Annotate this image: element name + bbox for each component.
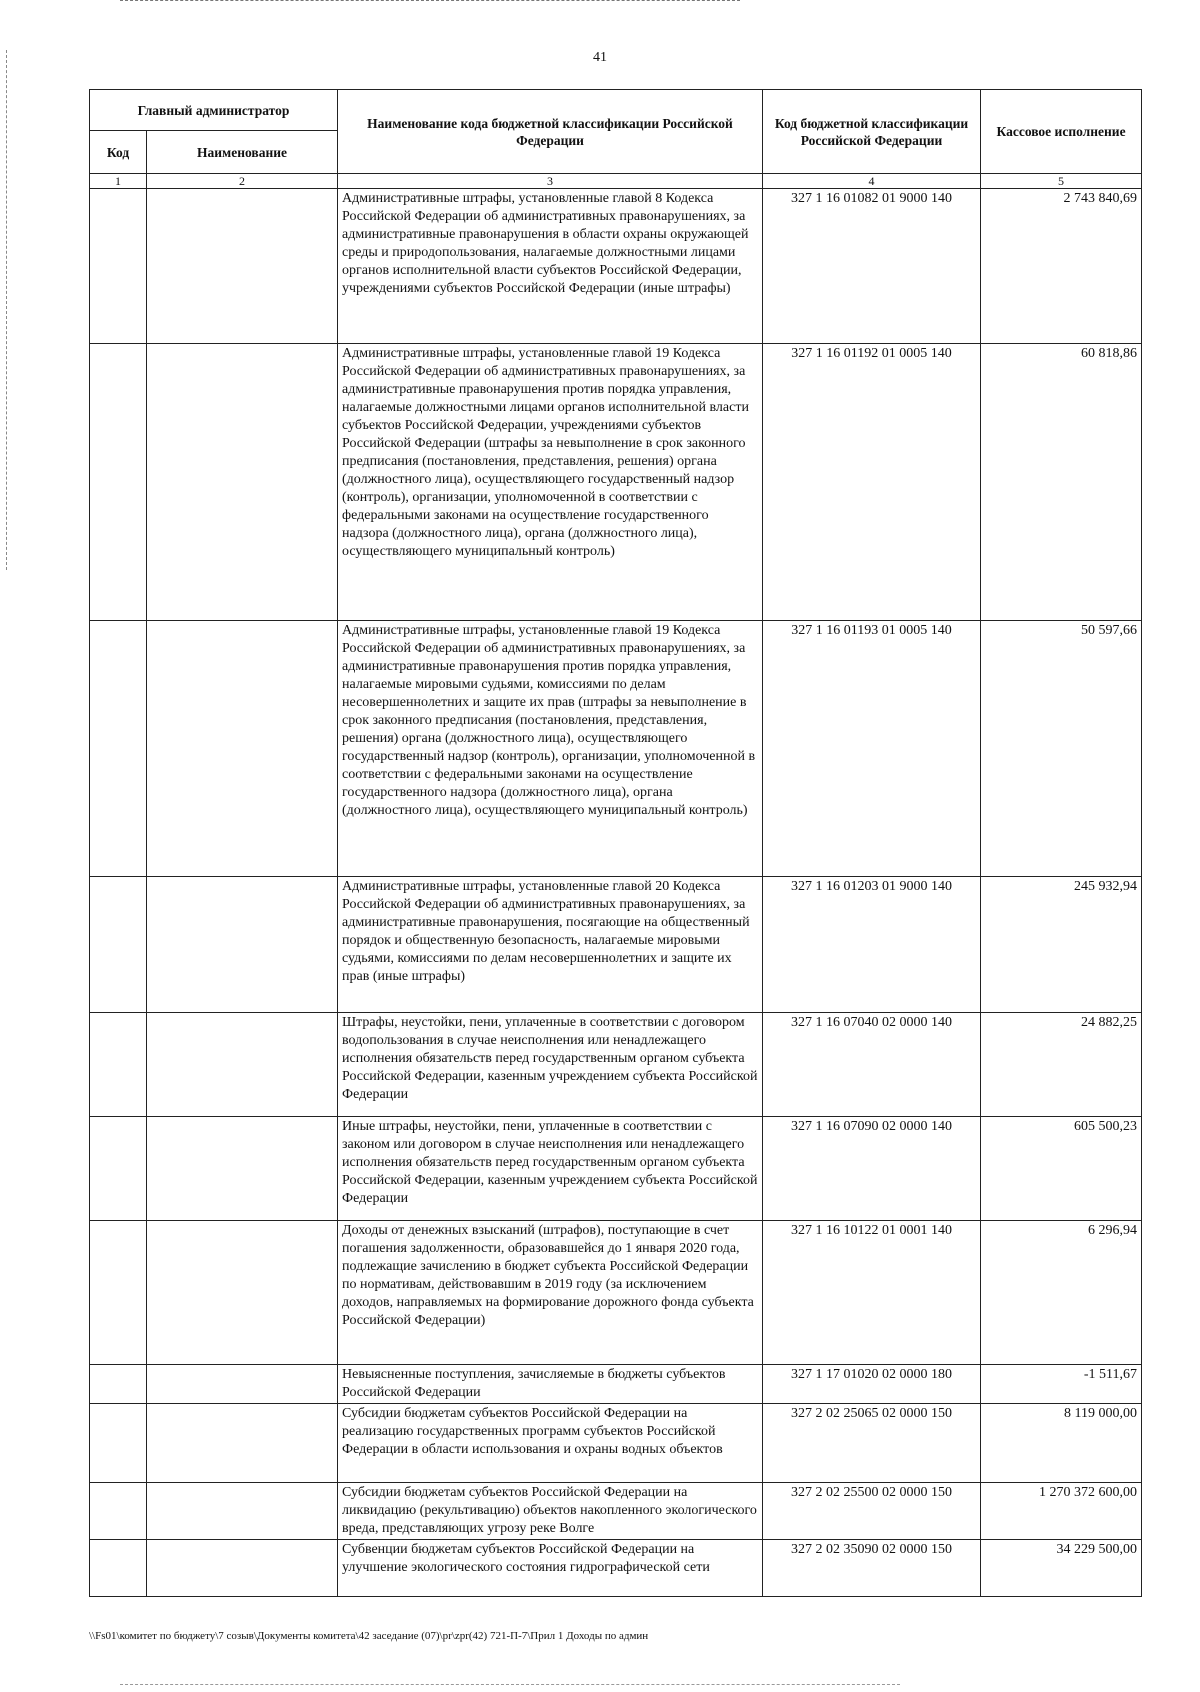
table-row — [90, 344, 1142, 621]
row-kbk-code: 327 1 16 01203 01 9000 140 — [763, 877, 981, 1013]
name-header: Наименование — [147, 131, 338, 174]
table-row — [90, 877, 1142, 1013]
row-amount: 2 743 840,69 — [981, 189, 1142, 344]
column-number: 5 — [981, 174, 1142, 189]
row-description: Административные штрафы, установленные главой 19 Кодекса Российской Федерации об административных правонарушениях, за административные правонарушения против порядка управления, налагаемые должностными лицами органов исполнительной власти субъектов Российской Федерации, учреждениями субъектов Российской Федерации (штрафы за невыполнение в срок законного предписания (постановления, представления, решения) органа (должностного лица), осуществляющего государственный надзор (контроль), организации, уполномоченной в соответствии с федеральными законами на осуществление государственного надзора (должностного лица), органа (должностного лица), осуществляющего муниципальный контроль) — [338, 344, 763, 621]
admin-name-cell — [147, 877, 338, 1013]
row-kbk-code: 327 1 16 07040 02 0000 140 — [763, 1013, 981, 1117]
scan-edge-bottom — [120, 1684, 900, 1685]
table-header — [90, 90, 1142, 189]
table-row — [90, 1221, 1142, 1365]
table-row — [90, 1404, 1142, 1483]
row-kbk-code: 327 1 16 01193 01 0005 140 — [763, 621, 981, 877]
row-amount: 24 882,25 — [981, 1013, 1142, 1117]
scan-edge-top — [120, 0, 740, 1]
admin-code-cell — [90, 621, 147, 877]
row-description: Доходы от денежных взысканий (штрафов), поступающие в счет погашения задолженности, образовавшейся до 1 января 2020 года, подлежащие зачислению в бюджет субъекта Российской Федерации по нормативам, действовавшим в 2019 году (за исключением доходов, направляемых на формирование дорожного фонда субъекта Российской Федерации) — [338, 1221, 763, 1365]
row-kbk-code: 327 1 17 01020 02 0000 180 — [763, 1365, 981, 1404]
admin-name-cell — [147, 1404, 338, 1483]
admin-code-cell — [90, 1013, 147, 1117]
row-amount: -1 511,67 — [981, 1365, 1142, 1404]
row-description: Штрафы, неустойки, пени, уплаченные в соответствии с договором водопользования в случае неисполнения или ненадлежащего исполнения обязательств перед государственным органом субъекта Российской Федерации, казенным учреждением субъекта Российской Федерации — [338, 1013, 763, 1117]
row-description: Невыясненные поступления, зачисляемые в бюджеты субъектов Российской Федерации — [338, 1365, 763, 1404]
admin-code-cell — [90, 877, 147, 1013]
admin-name-cell — [147, 1540, 338, 1597]
row-amount: 605 500,23 — [981, 1117, 1142, 1221]
row-amount: 6 296,94 — [981, 1221, 1142, 1365]
column-number: 4 — [763, 174, 981, 189]
page-number: 41 — [593, 50, 607, 65]
admin-name-cell — [147, 1365, 338, 1404]
table-row — [90, 1013, 1142, 1117]
column-number: 2 — [147, 174, 338, 189]
admin-code-cell — [90, 1117, 147, 1221]
column-number: 3 — [338, 174, 763, 189]
row-kbk-code: 327 1 16 10122 01 0001 140 — [763, 1221, 981, 1365]
row-kbk-code: 327 1 16 07090 02 0000 140 — [763, 1117, 981, 1221]
admin-code-cell — [90, 1540, 147, 1597]
row-kbk-code: 327 2 02 25500 02 0000 150 — [763, 1483, 981, 1540]
column-number: 1 — [90, 174, 147, 189]
kbk-code-header: Код бюджетной классификации Российской Федерации — [763, 90, 981, 174]
row-amount: 245 932,94 — [981, 877, 1142, 1013]
row-kbk-code: 327 1 16 01192 01 0005 140 — [763, 344, 981, 621]
execution-header: Кассовое исполнение — [981, 90, 1142, 174]
table-row — [90, 1365, 1142, 1404]
row-kbk-code: 327 1 16 01082 01 9000 140 — [763, 189, 981, 344]
admin-name-cell — [147, 621, 338, 877]
admin-code-cell — [90, 1221, 147, 1365]
code-header: Код — [90, 131, 147, 174]
row-amount: 60 818,86 — [981, 344, 1142, 621]
table-row — [90, 1540, 1142, 1597]
admin-code-cell — [90, 344, 147, 621]
row-amount: 50 597,66 — [981, 621, 1142, 877]
admin-name-cell — [147, 189, 338, 344]
admin-name-cell — [147, 344, 338, 621]
scan-edge-left — [6, 50, 7, 570]
column-number-row — [90, 174, 1142, 189]
row-kbk-code: 327 2 02 35090 02 0000 150 — [763, 1540, 981, 1597]
admin-name-cell — [147, 1483, 338, 1540]
row-description: Субвенции бюджетам субъектов Российской Федерации на улучшение экологического состояния гидрографической сети — [338, 1540, 763, 1597]
budget-table — [89, 89, 1142, 1597]
table-row — [90, 189, 1142, 344]
row-amount: 8 119 000,00 — [981, 1404, 1142, 1483]
table-row — [90, 621, 1142, 877]
row-description: Административные штрафы, установленные главой 20 Кодекса Российской Федерации об административных правонарушениях, за административные правонарушения, посягающие на общественный порядок и общественную безопасность, налагаемые мировыми судьями, комиссиями по делам несовершеннолетних и защите их прав (иные штрафы) — [338, 877, 763, 1013]
row-description: Административные штрафы, установленные главой 8 Кодекса Российской Федерации об административных правонарушениях, за административные правонарушения в области охраны окружающей среды и природопользования, налагаемые должностными лицами органов исполнительной власти субъектов Российской Федерации, учреждениями субъектов Российской Федерации (иные штрафы) — [338, 189, 763, 344]
row-description: Субсидии бюджетам субъектов Российской Федерации на ликвидацию (рекультивацию) объектов накопленного экологического вреда, представляющих угрозу реке Волге — [338, 1483, 763, 1540]
table-row — [90, 1117, 1142, 1221]
row-description: Субсидии бюджетам субъектов Российской Федерации на реализацию государственных программ субъектов Российской Федерации в области использования и охраны водных объектов — [338, 1404, 763, 1483]
row-amount: 34 229 500,00 — [981, 1540, 1142, 1597]
admin-name-cell — [147, 1221, 338, 1365]
main-admin-header: Главный администратор — [90, 90, 338, 131]
kbk-name-header: Наименование кода бюджетной классификации Российской Федерации — [338, 90, 763, 174]
admin-code-cell — [90, 1365, 147, 1404]
admin-code-cell — [90, 189, 147, 344]
admin-name-cell — [147, 1013, 338, 1117]
row-description: Административные штрафы, установленные главой 19 Кодекса Российской Федерации об административных правонарушениях, за административные правонарушения против порядка управления, налагаемые мировыми судьями, комиссиями по делам несовершеннолетних и защите их прав (штрафы за невыполнение в срок законного предписания (постановления, представления, решения) органа (должностного лица), осуществляющего государственный надзор (контроль), организации, уполномоченной в соответствии с федеральными законами на осуществление государственного надзора (должностного лица), органа (должностного лица), осуществляющего муниципальный контроль) — [338, 621, 763, 877]
row-kbk-code: 327 2 02 25065 02 0000 150 — [763, 1404, 981, 1483]
row-amount: 1 270 372 600,00 — [981, 1483, 1142, 1540]
row-description: Иные штрафы, неустойки, пени, уплаченные в соответствии с законом или договором в случае неисполнения или ненадлежащего исполнения обязательств перед государственным органом субъекта Российской Федерации, казенным учреждением субъекта Российской Федерации — [338, 1117, 763, 1221]
file-path-footer: \\Fs01\комитет по бюджету\7 созыв\Документы комитета\42 заседание (07)\pr\zpr(42) 721-П-7\Прил 1 Доходы по админ — [89, 1630, 649, 1642]
admin-code-cell — [90, 1404, 147, 1483]
admin-code-cell — [90, 1483, 147, 1540]
admin-name-cell — [147, 1117, 338, 1221]
table-row — [90, 1483, 1142, 1540]
